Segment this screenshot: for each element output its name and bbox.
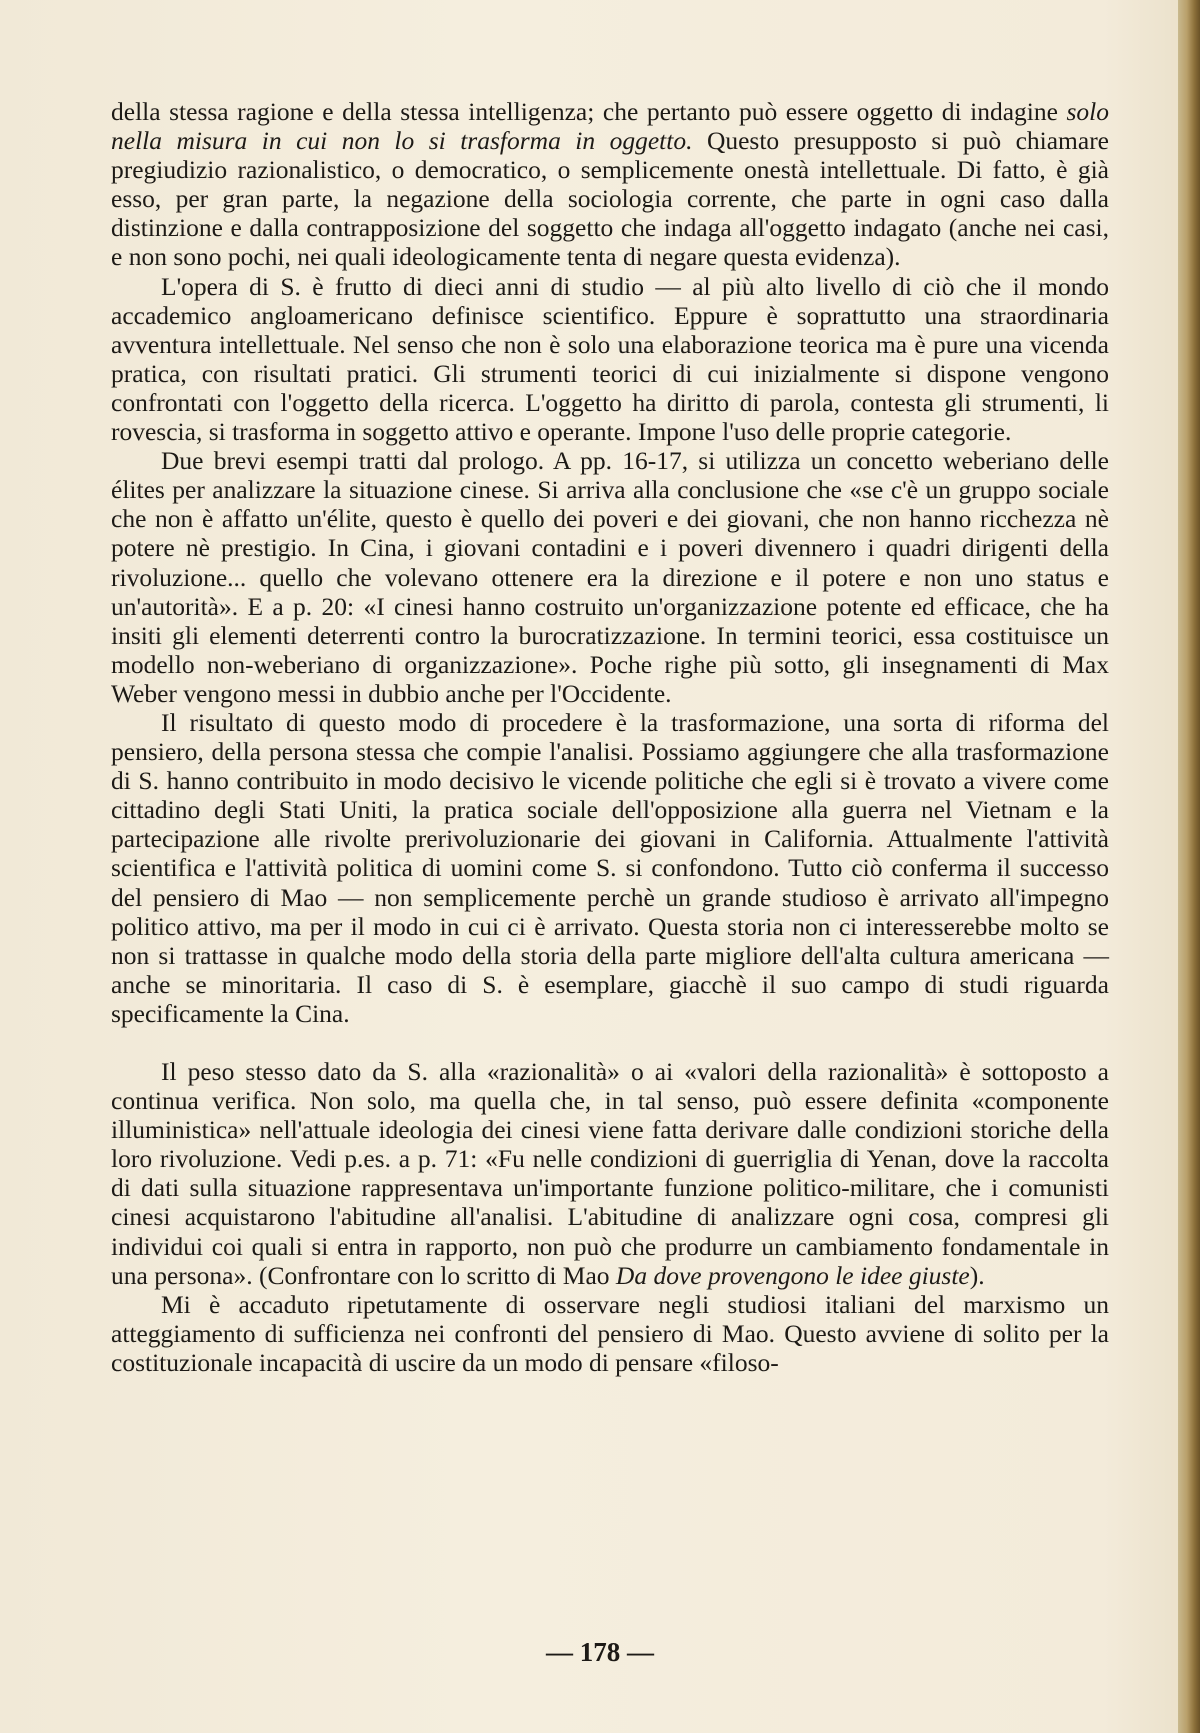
paragraph-6-text: Mi è accaduto ripetutamente di osservare negli studiosi italiani del marxismo un atteggiamento di sufficienza nei confronti del pensiero di Mao. Questo avviene di solito per la costituzionale incapacità di uscire da un modo di pensare «filoso- [111,1289,1109,1377]
paragraph-6 [111,1290,1109,1377]
paragraph-1-text-b: Questo presupposto si può chiamare pregiudizio razionalistico, o democratico, o semplicemente onestà intellettuale. Di fatto, è già esso, per gran parte, la negazione della sociologia corrente, che parte in ogni caso dalla distinzione e dalla contrapposizione del soggetto che indaga all'oggetto indagato (anche nei casi, e non sono pochi, nei quali ideologicamente tenta di negare questa evidenza). [111,126,1109,272]
paragraph-1-text-a: della stessa ragione e della stessa intelligenza; che pertanto può essere oggetto di indagine [111,97,1067,126]
paragraph-4 [111,708,1109,1028]
paragraph-2 [111,272,1109,447]
paragraph-5 [111,1057,1109,1290]
body-text [111,97,1109,1377]
paragraph-1 [111,97,1109,272]
paragraph-5-italic: Da dove provengono le idee giuste [615,1260,970,1290]
page-number: — 178 — [546,1637,654,1667]
paragraph-4-text: Il risultato di questo modo di procedere è la trasformazione, una sorta di riforma del pensiero, della persona stessa che compie l'analisi. Possiamo aggiungere che alla trasformazione di S. hanno contribuito in modo decisivo le vicende politiche che egli si è trovato a vivere come cittadino degli Stati Uniti, la pratica sociale dell'opposizione alla guerra nel Vietnam e la partecipazione alle rivolte prerivoluzionarie dei giovani in California. Attualmente l'attività scientifica e l'attività politica di uomini come S. si confondono. Tutto ciò conferma il successo del pensiero di Mao — non semplicemente perchè un grande studioso è arrivato all'impegno politico attivo, ma per il modo in cui ci è arrivato. Questa storia non ci interesserebbe molto se non si trattasse in qualche modo della storia della parte migliore dell'alta cultura americana — anche se minoritaria. Il caso di S. è esemplare, giacchè il suo campo di studi riguarda specificamente la Cina. [111,707,1109,1028]
paragraph-1-italic: solo nella misura in cui non lo si trasforma in oggetto. [111,97,1109,156]
paragraph-3-text: Due brevi esempi tratti dal prologo. A pp. 16-17, si utilizza un concetto weberiano delle élites per analizzare la situazione cinese. Si arriva alla conclusione che «se c'è un gruppo sociale che non è affatto un'élite, questo è quello dei poveri e dei giovani, che non hanno ricchezza nè potere nè prestigio. In Cina, i giovani contadini e i poveri divennero i quadri dirigenti della rivoluzione... quello che volevano ottenere era la direzione e il potere e non uno status e un'autorità». E a p. 20: «I cinesi hanno costruito un'organizzazione potente ed efficace, che ha insiti gli elementi deterrenti contro la burocratizzazione. In termini teorici, essa costituisce un modello non-weberiano di organizzazione». Poche righe più sotto, gli insegnamenti di Max Weber vengono messi in dubbio anche per l'Occidente. [111,446,1109,708]
paragraph-3 [111,446,1109,708]
paragraph-2-text: L'opera di S. è frutto di dieci anni di studio — al più alto livello di ciò che il mondo accademico angloamericano definisce scientifico. Eppure è soprattutto una straordinaria avventura intellettuale. Nel senso che non è solo una elaborazione teorica ma è pure una vicenda pratica, con risultati pratici. Gli strumenti teorici di cui inizialmente si dispone vengono confrontati con l'oggetto della ricerca. L'oggetto ha diritto di parola, contesta gli strumenti, li rovescia, si trasforma in soggetto attivo e operante. Impone l'uso delle proprie categorie. [111,271,1109,447]
paragraph-5-text-b: ). [969,1260,985,1290]
page-edge [1178,0,1200,1733]
paragraph-5-text-a: Il peso stesso dato da S. alla «razionalità» o ai «valori della razionalità» è sottoposto a continua verifica. Non solo, ma quella che, in tal senso, può essere definita «componente illuministica» nell'attuale ideologia dei cinesi viene fatta derivare dalle condizioni storiche della loro rivoluzione. Vedi p.es. a p. 71: «Fu nelle condizioni di guerriglia di Yenan, dove la raccolta di dati sulla situazione rappresentava un'importante funzione politico-militare, che i comunisti cinesi acquistarono l'abitudine all'analisi. L'abitudine di analizzare ogni cosa, compresi gli individui coi quali si entra in rapporto, non può che produrre un cambiamento fondamentale in una persona». (Confrontare con lo scritto di Mao [111,1057,1109,1290]
